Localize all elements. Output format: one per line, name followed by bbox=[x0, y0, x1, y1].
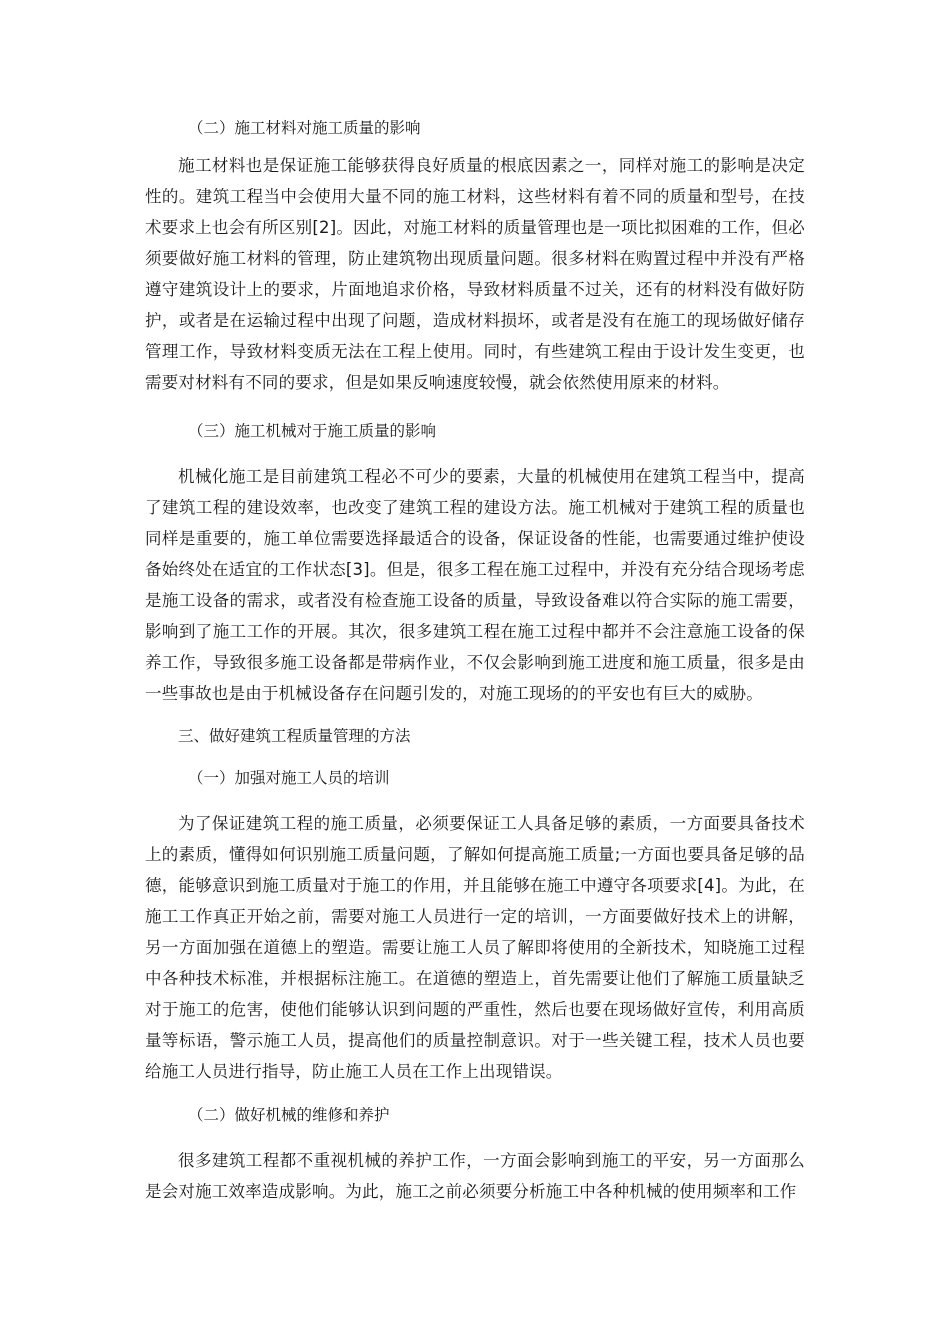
section-heading-training: （一）加强对施工人员的培训 bbox=[188, 769, 390, 787]
section-heading-materials: （二）施工材料对施工质量的影响 bbox=[188, 119, 421, 137]
paragraph-machinery: 机械化施工是目前建筑工程必不可少的要素，大量的机械使用在建筑工程当中，提高了建筑工程的建设效率，也改变了建筑工程的建设方法。施工机械对于建筑工程的质量也同样是重要的，施工单位需要选择最适合的设备，保证设备的性能，也需要通过维护使设备始终处在适宜的工作状态[3]。但是，很多工程在施工过程中，并没有充分结合现场考虑是施工设备的需求，或者没有检查施工设备的质量，导致设备难以符合实际的施工需要，影响到了施工工作的开展。其次，很多建筑工程在施工过程中都并不会注意施工设备的保养工作，导致很多施工设备都是带病作业，不仅会影响到施工进度和施工质量，很多是由一些事故也是由于机械设备存在问题引发的，对施工现场的的平安也有巨大的威胁。 bbox=[145, 467, 805, 703]
section-heading-maintenance: （二）做好机械的维修和养护 bbox=[188, 1106, 390, 1124]
section-heading-machinery: （三）施工机械对于施工质量的影响 bbox=[188, 422, 437, 440]
paragraph-materials: 施工材料也是保证施工能够获得良好质量的根底因素之一，同样对施工的影响是决定性的。建筑工程当中会使用大量不同的施工材料，这些材料有着不同的质量和型号，在技术要求上也会有所区别[2]。因此，对施工材料的质量管理也是一项比拟困难的工作，但必须要做好施工材料的管理，防止建筑物出现质量问题。很多材料在购置过程中并没有严格遵守建筑设计上的要求，片面地追求价格，导致材料质量不过关，还有的材料没有做好防护，或者是在运输过程中出现了问题，造成材料损坏，或者是没有在施工的现场做好储存管理工作，导致材料变质无法在工程上使用。同时，有些建筑工程由于设计发生变更，也需要对材料有不同的要求，但是如果反响速度较慢，就会依然使用原来的材料。 bbox=[145, 156, 805, 392]
paragraph-training: 为了保证建筑工程的施工质量，必须要保证工人具备足够的素质，一方面要具备技术上的素质，懂得如何识别施工质量问题，了解如何提高施工质量;一方面也要具备足够的品德，能够意识到施工质量对于施工的作用，并且能够在施工中遵守各项要求[4]。为此，在施工工作真正开始之前，需要对施工人员进行一定的培训，一方面要做好技术上的讲解，另一方面加强在道德上的塑造。需要让施工人员了解即将使用的全新技术，知晓施工过程中各种技术标准，并根据标注施工。在道德的塑造上，首先需要让他们了解施工质量缺乏对于施工的危害，使他们能够认识到问题的严重性，然后也要在现场做好宣传，利用高质量等标语，警示施工人员，提高他们的质量控制意识。对于一些关键工程，技术人员也要给施工人员进行指导，防止施工人员在工作上出现错误。 bbox=[145, 814, 805, 1081]
paragraph-maintenance: 很多建筑工程都不重视机械的养护工作，一方面会影响到施工的平安，另一方面那么是会对施工效率造成影响。为此，施工之前必须要分析施工中各种机械的使用频率和工作 bbox=[145, 1151, 805, 1201]
section-heading-methods: 三、做好建筑工程质量管理的方法 bbox=[178, 727, 411, 745]
